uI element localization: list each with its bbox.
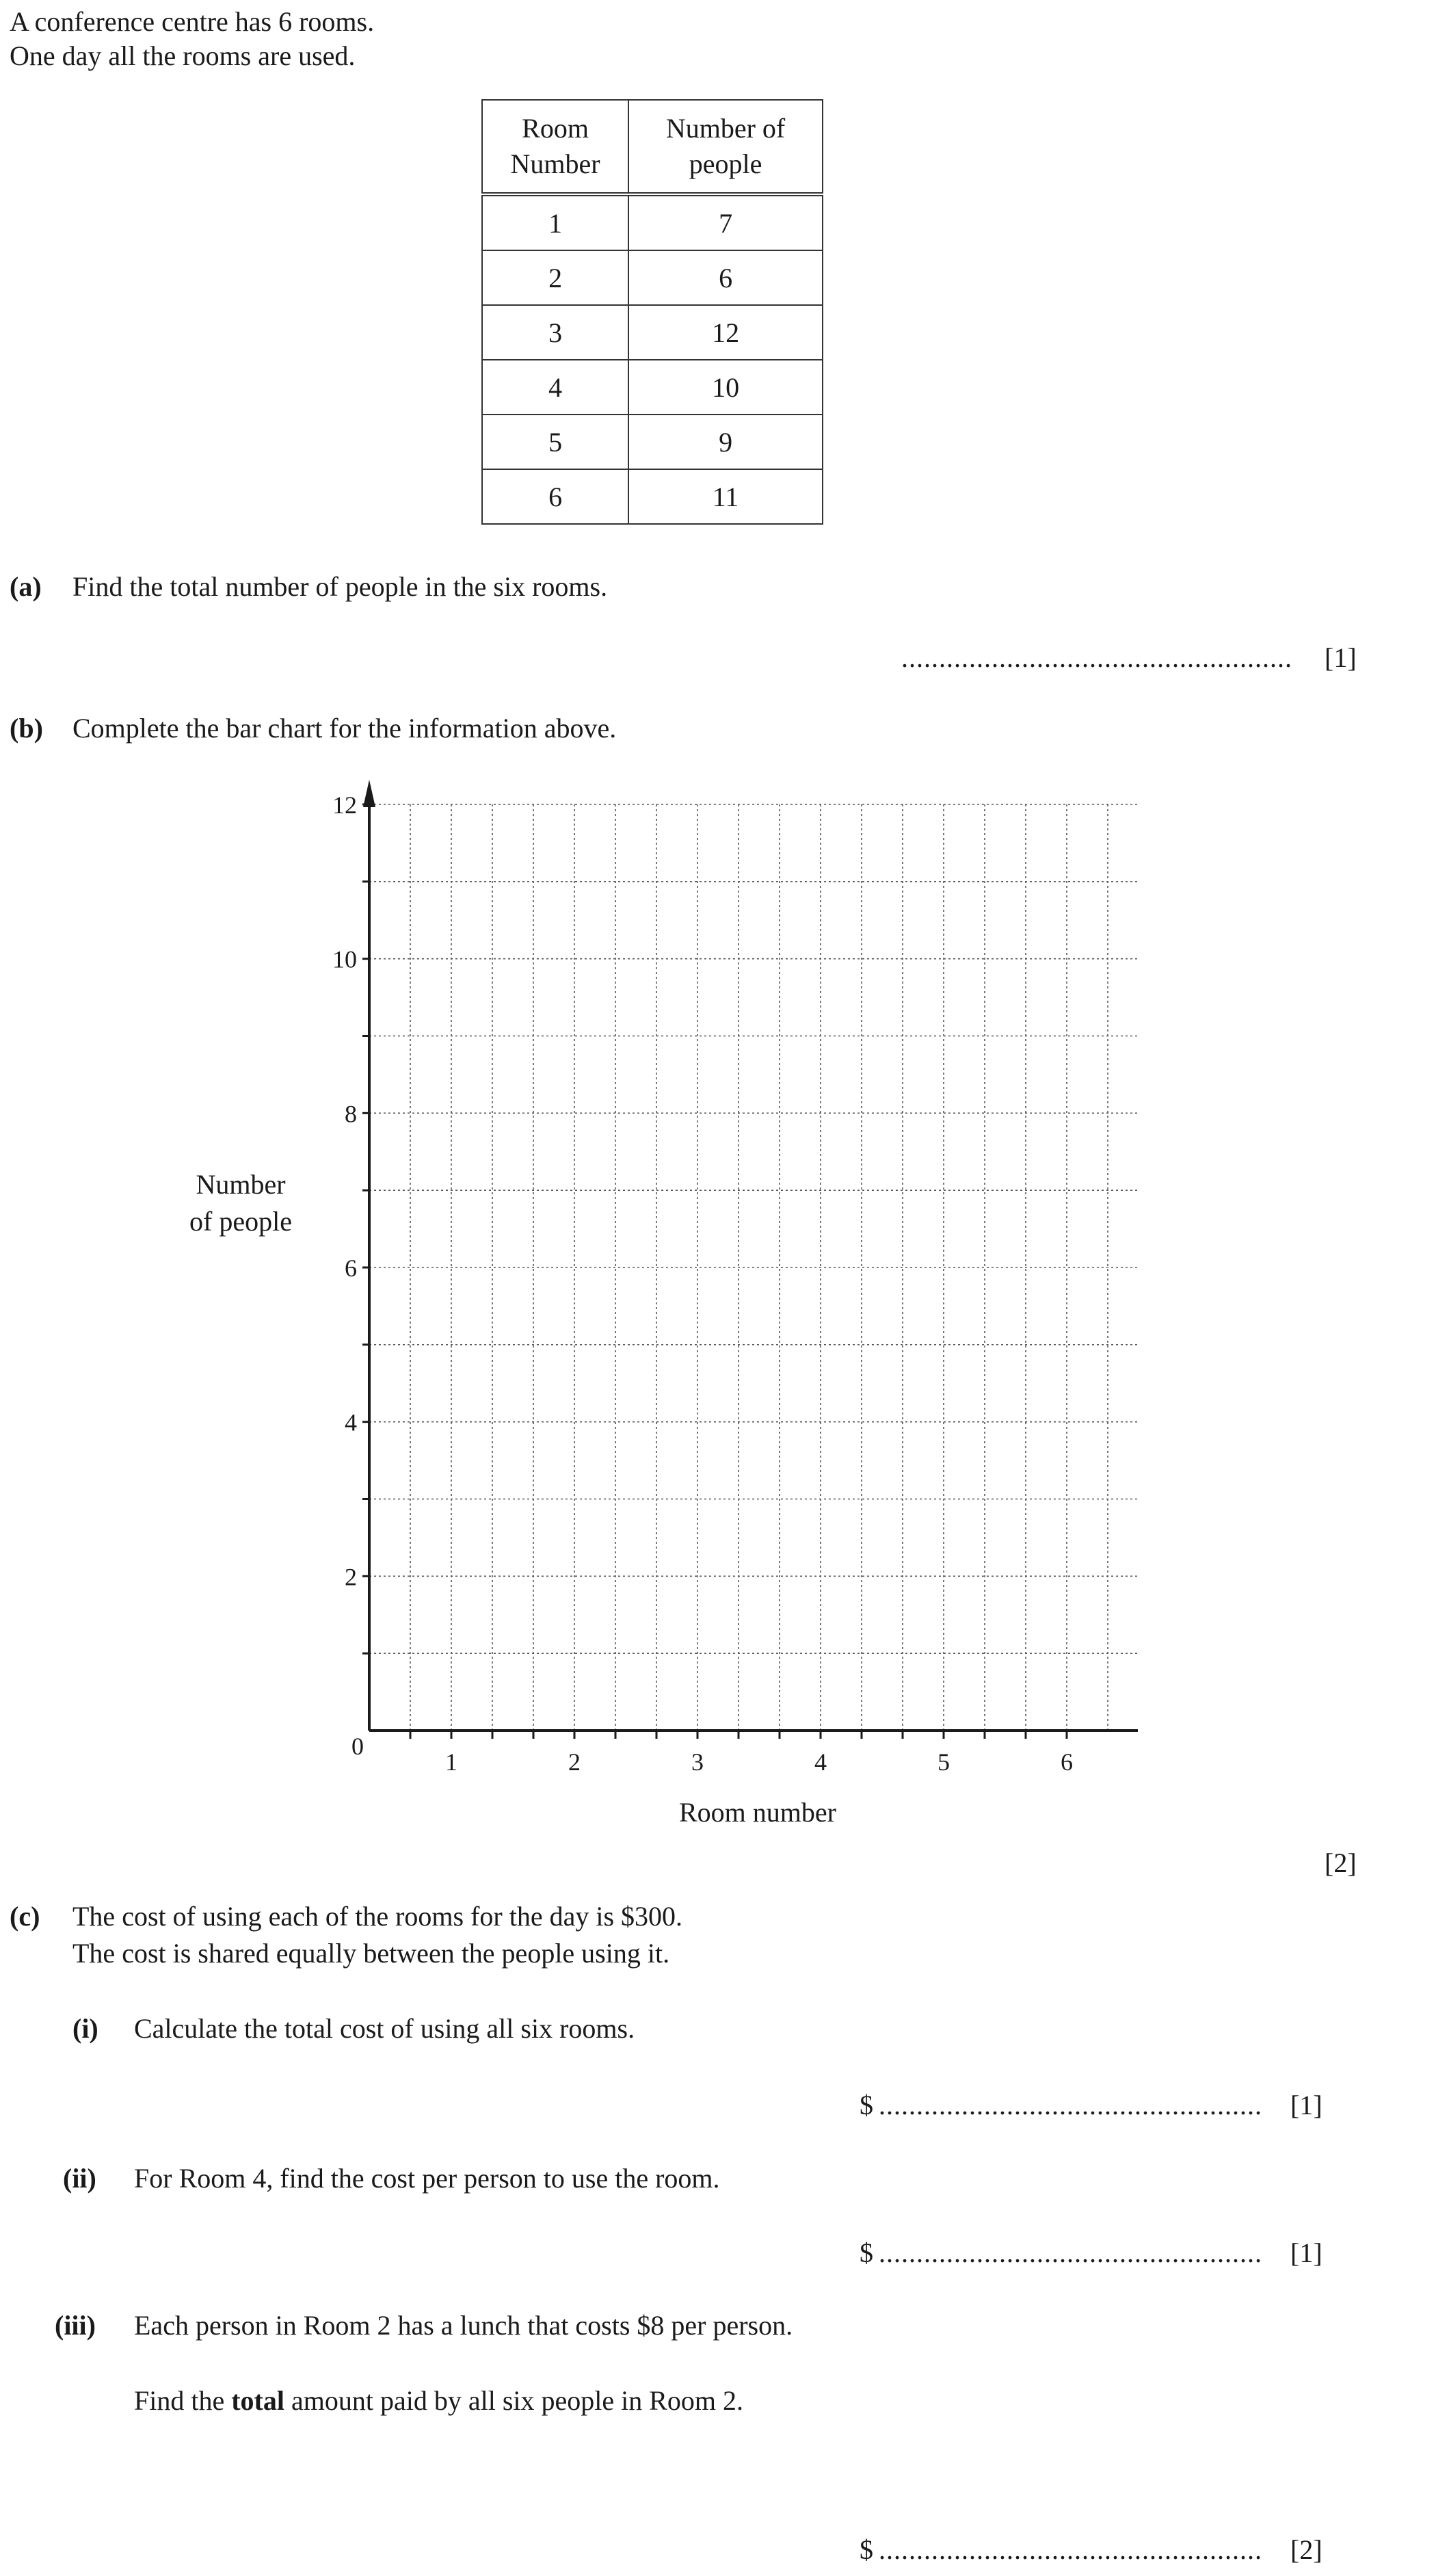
table-header-line: Number of <box>665 113 786 144</box>
x-tick-label: 5 <box>938 1748 950 1776</box>
part-c-label: (c) <box>10 1901 40 1932</box>
cell-room-number: 1 <box>482 194 628 250</box>
cell-number-of-people: 6 <box>628 250 823 305</box>
part-b-label: (b) <box>10 713 43 744</box>
part-c-iii-instruction <box>134 2387 743 2415</box>
part-c-line-2: The cost is shared equally between the people using it. <box>72 1938 670 1969</box>
x-tick-label: 6 <box>1061 1748 1073 1776</box>
table-header-line: Room <box>522 113 589 144</box>
cell-room-number: 3 <box>482 305 628 360</box>
y-tick-label: 2 <box>345 1563 357 1591</box>
chart-grid-horizontal <box>369 804 1138 1653</box>
y-tick-label: 10 <box>332 945 357 973</box>
x-axis-ticks <box>410 1731 1073 1776</box>
x-tick-label: 1 <box>445 1748 457 1776</box>
y-axis-label <box>189 1169 292 1237</box>
cell-room-number: 4 <box>482 360 628 415</box>
y-tick-label: 6 <box>345 1254 357 1282</box>
part-c-i-answer-line[interactable]: ................................................... <box>879 2090 1262 2120</box>
part-c-iii-answer-line[interactable]: ................................................... <box>879 2534 1262 2565</box>
table-header-line: people <box>689 148 762 179</box>
x-tick-label: 3 <box>691 1748 704 1776</box>
part-b-marks: [2] <box>1325 1848 1357 1878</box>
cell-number-of-people: 7 <box>628 194 823 250</box>
part-c-line-1: The cost of using each of the rooms for the day is $300. <box>72 1901 683 1932</box>
part-c-ii-answer-line[interactable]: ................................................... <box>879 2237 1262 2268</box>
cell-number-of-people: 12 <box>628 305 823 360</box>
part-c-iii-find-bold: total <box>231 2385 284 2416</box>
part-c-ii-marks: [1] <box>1290 2237 1322 2268</box>
part-c-iii-find-pre: Find the <box>134 2385 232 2416</box>
part-c-i-question: Calculate the total cost of using all six rooms. <box>134 2013 635 2044</box>
y-axis-label-line: of people <box>189 1206 292 1237</box>
x-axis-label: Room number <box>679 1797 836 1828</box>
part-c-i-label: (i) <box>72 2013 98 2044</box>
x-tick-label: 2 <box>568 1748 581 1776</box>
y-axis-ticks <box>332 791 369 1760</box>
part-c-ii-currency: $ <box>860 2237 873 2268</box>
part-c-iii-marks: [2] <box>1290 2534 1322 2565</box>
y-axis-label-line: Number <box>196 1169 286 1200</box>
part-c-iii-label: (iii) <box>55 2310 96 2341</box>
part-c-iii-find-post: amount paid by all six people in Room 2. <box>284 2385 744 2416</box>
intro-line-1: A conference centre has 6 rooms. <box>10 6 375 37</box>
part-c-iii-currency: $ <box>860 2534 873 2565</box>
part-c-ii-question: For Room 4, find the cost per person to use the room. <box>134 2163 720 2194</box>
part-c-i-currency: $ <box>860 2090 873 2120</box>
y-tick-label: 4 <box>345 1408 357 1436</box>
part-a-label: (a) <box>10 571 42 602</box>
part-c-ii-label: (ii) <box>63 2163 96 2194</box>
y-tick-label: 12 <box>332 791 357 819</box>
cell-number-of-people: 11 <box>628 469 823 524</box>
part-a-question: Find the total number of people in the six rooms. <box>72 571 608 602</box>
cell-number-of-people: 9 <box>628 415 823 469</box>
cell-room-number: 5 <box>482 415 628 469</box>
x-tick-label: 4 <box>814 1748 827 1776</box>
cell-room-number: 2 <box>482 250 628 305</box>
part-a-answer-line[interactable]: .................................................... <box>901 642 1292 673</box>
intro-line-2: One day all the rooms are used. <box>10 40 356 71</box>
y-tick-label: 8 <box>345 1100 357 1128</box>
part-b-question: Complete the bar chart for the information above. <box>72 713 617 744</box>
cell-room-number: 6 <box>482 469 628 524</box>
y-tick-label: 0 <box>351 1733 364 1760</box>
part-a-marks: [1] <box>1325 642 1357 673</box>
table-header-line: Number <box>510 148 600 179</box>
part-c-i-marks: [1] <box>1290 2090 1322 2120</box>
part-c-iii-question: Each person in Room 2 has a lunch that costs $8 per person. <box>134 2310 793 2341</box>
cell-number-of-people: 10 <box>628 360 823 415</box>
y-axis-arrow-icon <box>363 780 375 807</box>
